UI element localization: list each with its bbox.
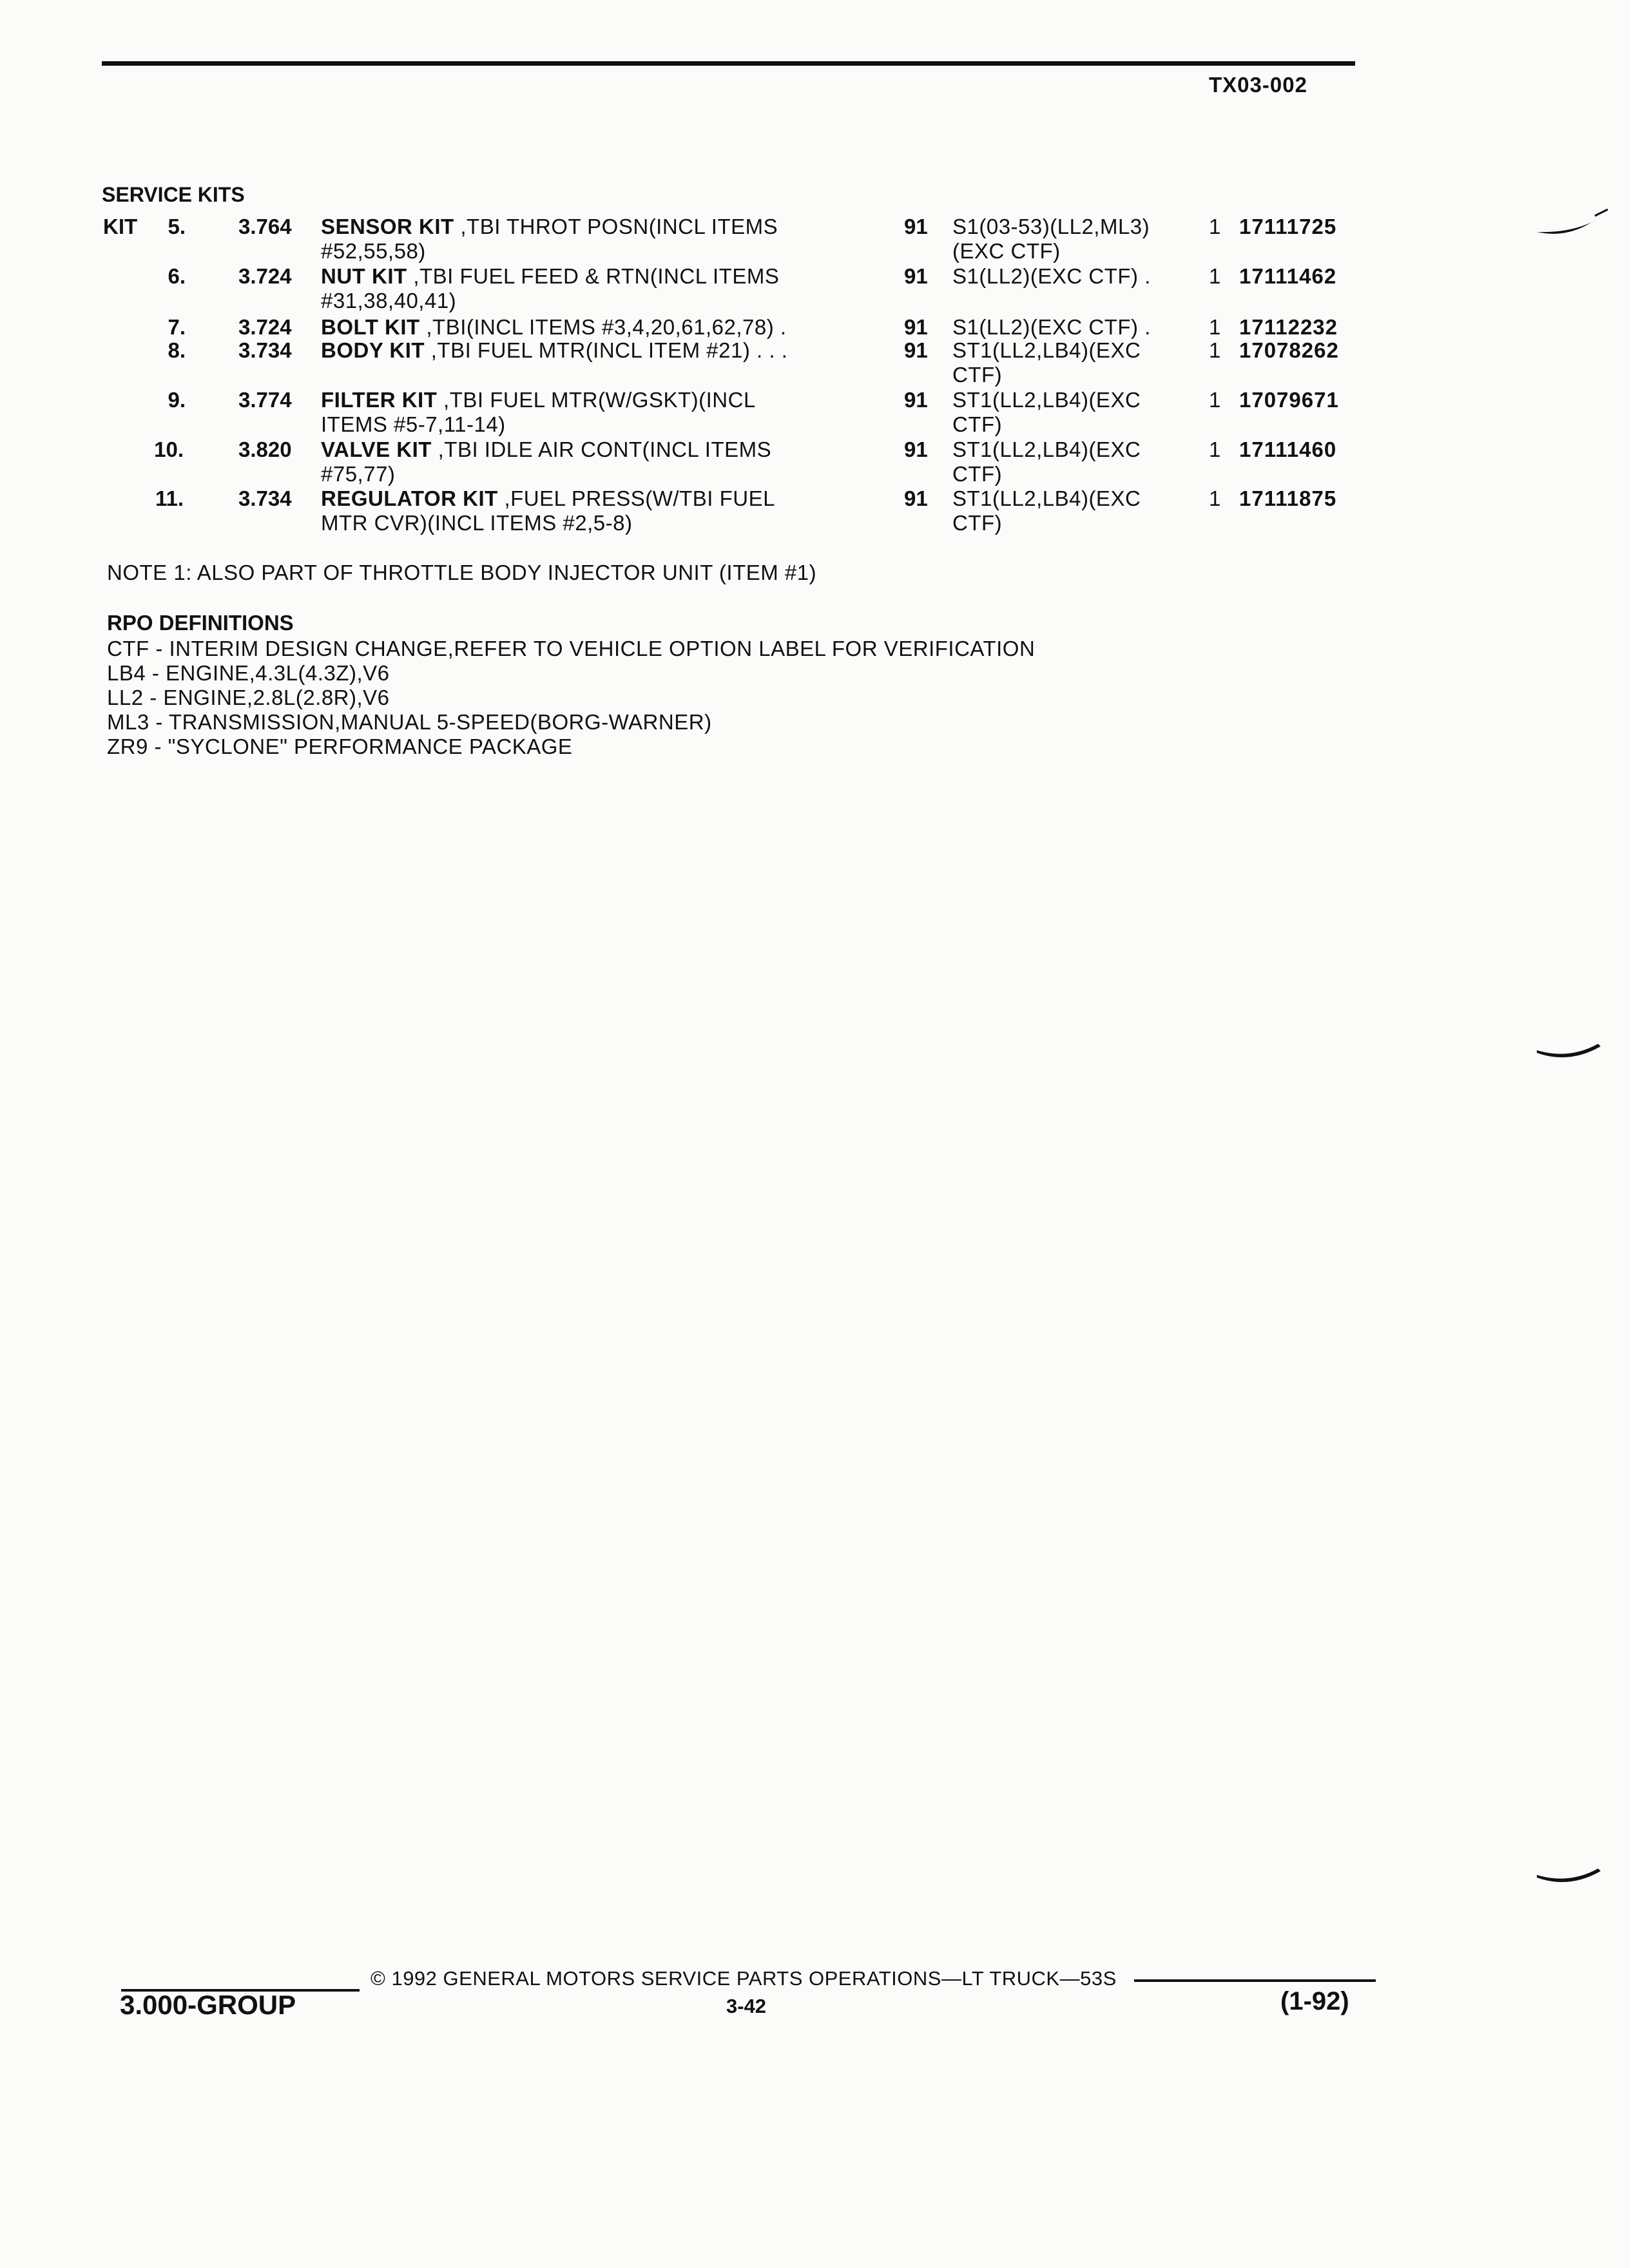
kit-name: BOLT KIT [321, 315, 420, 339]
kit-description [321, 338, 856, 363]
kit-description-line2: MTR CVR)(INCL ITEMS #2,5-8) [321, 511, 633, 535]
kit-usage-line2: CTF) [952, 363, 1003, 387]
kit-usage-line2: (EXC CTF) [952, 239, 1061, 263]
kit-description [321, 388, 856, 437]
kit-usage [952, 215, 1191, 264]
kit-usage [952, 338, 1191, 387]
kit-number: 11. [155, 486, 184, 510]
kit-usage-line2: CTF) [952, 412, 1003, 436]
kit-usage-text: S1(03-53)(LL2,ML3) [952, 215, 1150, 238]
kit-description-text: ,TBI(INCL ITEMS #3,4,20,61,62,78) . [419, 315, 787, 339]
kit-column-91: 91 [904, 437, 928, 461]
rpo-definition: ML3 - TRANSMISSION,MANUAL 5-SPEED(BORG-WARNER) [107, 710, 712, 734]
header-rule [102, 61, 1355, 66]
kit-usage [952, 315, 1191, 340]
kit-description [321, 315, 856, 340]
rpo-definition: LB4 - ENGINE,4.3L(4.3Z),V6 [107, 661, 390, 685]
kit-code: 3.774 [238, 388, 292, 412]
rpo-title: RPO DEFINITIONS [107, 611, 294, 635]
kit-part-number: 17111460 [1239, 437, 1337, 461]
kit-column-91: 91 [904, 215, 928, 238]
kit-row [0, 388, 1629, 439]
kit-description-text: ,FUEL PRESS(W/TBI FUEL [497, 486, 775, 510]
kit-usage-line2: CTF) [952, 462, 1003, 486]
kit-usage [952, 486, 1191, 535]
kit-description-text: ,TBI FUEL MTR(INCL ITEM #21) . . . [425, 338, 788, 362]
kit-description-text: ,TBI FUEL MTR(W/GSKT)(INCL [437, 388, 756, 412]
kit-usage-text: ST1(LL2,LB4)(EXC [952, 486, 1141, 510]
kit-code: 3.724 [238, 315, 292, 339]
kit-usage-text: ST1(LL2,LB4)(EXC [952, 437, 1141, 461]
kit-column-91: 91 [904, 486, 928, 510]
kit-usage-text: ST1(LL2,LB4)(EXC [952, 338, 1141, 362]
kit-usage-text: S1(LL2)(EXC CTF) . [952, 264, 1151, 288]
rpo-definition: CTF - INTERIM DESIGN CHANGE,REFER TO VEHICLE OPTION LABEL FOR VERIFICATION [107, 637, 1036, 660]
page-number: 3-42 [726, 1995, 767, 2017]
scan-mark [1534, 1031, 1611, 1070]
kit-description-text: ,TBI IDLE AIR CONT(INCL ITEMS [431, 437, 772, 461]
kit-label: KIT [103, 215, 138, 238]
footer-rule-right [1134, 1979, 1376, 1982]
scan-mark [1534, 1856, 1611, 1894]
kit-description-text: ,TBI FUEL FEED & RTN(INCL ITEMS [407, 264, 780, 288]
kit-part-number: 17111462 [1239, 264, 1337, 288]
kit-quantity: 1 [1209, 338, 1221, 362]
kit-description-line2: #31,38,40,41) [321, 289, 457, 312]
kit-description-line2: ITEMS #5-7,11-14) [321, 412, 506, 436]
kit-row [0, 264, 1629, 316]
kit-row [0, 486, 1629, 538]
kit-column-91: 91 [904, 264, 928, 288]
kit-name: BODY KIT [321, 338, 425, 362]
kit-row [0, 338, 1629, 390]
kit-column-91: 91 [904, 388, 928, 412]
kit-column-91: 91 [904, 315, 928, 339]
rpo-definition: ZR9 - "SYCLONE" PERFORMANCE PACKAGE [107, 735, 573, 758]
document-id: TX03-002 [1209, 73, 1307, 97]
kit-part-number: 17111725 [1239, 215, 1337, 238]
kit-name: VALVE KIT [321, 437, 432, 461]
kit-code: 3.764 [238, 215, 292, 238]
kit-description [321, 486, 856, 535]
kit-number: 10. [154, 437, 184, 461]
kit-name: NUT KIT [321, 264, 407, 288]
copyright-text: © 1992 GENERAL MOTORS SERVICE PARTS OPERATIONS—LT TRUCK—53S [371, 1967, 1117, 1990]
kit-quantity: 1 [1209, 215, 1221, 238]
scan-mark [1534, 193, 1611, 245]
kit-description-line2: #52,55,58) [321, 239, 426, 263]
kit-part-number: 17112232 [1239, 315, 1338, 339]
note-text: NOTE 1: ALSO PART OF THROTTLE BODY INJECTOR UNIT (ITEM #1) [107, 561, 817, 584]
kit-code: 3.734 [238, 338, 292, 362]
kit-name: FILTER KIT [321, 388, 438, 412]
kit-number: 8. [168, 338, 186, 362]
kit-code: 3.724 [238, 264, 292, 288]
kit-number: 9. [168, 388, 186, 412]
kit-part-number: 17079671 [1239, 388, 1339, 412]
kit-usage-text: S1(LL2)(EXC CTF) . [952, 315, 1151, 339]
kit-part-number: 17111875 [1239, 486, 1337, 510]
kit-description-text: ,TBI THROT POSN(INCL ITEMS [454, 215, 778, 238]
kit-code: 3.734 [238, 486, 292, 510]
kit-usage-text: ST1(LL2,LB4)(EXC [952, 388, 1141, 412]
kit-description [321, 264, 856, 313]
group-label: 3.000-GROUP [120, 1990, 296, 2020]
kit-name: SENSOR KIT [321, 215, 454, 238]
kit-usage-line2: CTF) [952, 511, 1003, 535]
kit-name: REGULATOR KIT [321, 486, 498, 510]
kit-quantity: 1 [1209, 486, 1221, 510]
kit-number: 7. [168, 315, 186, 339]
kit-row [0, 215, 1629, 266]
kit-column-91: 91 [904, 338, 928, 362]
kit-part-number: 17078262 [1239, 338, 1339, 362]
kit-usage [952, 264, 1191, 289]
revision-date: (1-92) [1280, 1987, 1349, 2015]
kit-quantity: 1 [1209, 388, 1221, 412]
kit-usage [952, 437, 1191, 486]
kit-description [321, 215, 856, 264]
kit-number: 5. [168, 215, 186, 238]
kit-number: 6. [168, 264, 186, 288]
kit-description [321, 437, 856, 486]
kit-quantity: 1 [1209, 437, 1221, 461]
kit-description-line2: #75,77) [321, 462, 396, 486]
rpo-definition: LL2 - ENGINE,2.8L(2.8R),V6 [107, 686, 390, 709]
section-title: SERVICE KITS [102, 183, 245, 206]
kit-row [0, 437, 1629, 489]
kit-code: 3.820 [238, 437, 292, 461]
kit-quantity: 1 [1209, 315, 1221, 339]
kit-usage [952, 388, 1191, 437]
kit-quantity: 1 [1209, 264, 1221, 288]
